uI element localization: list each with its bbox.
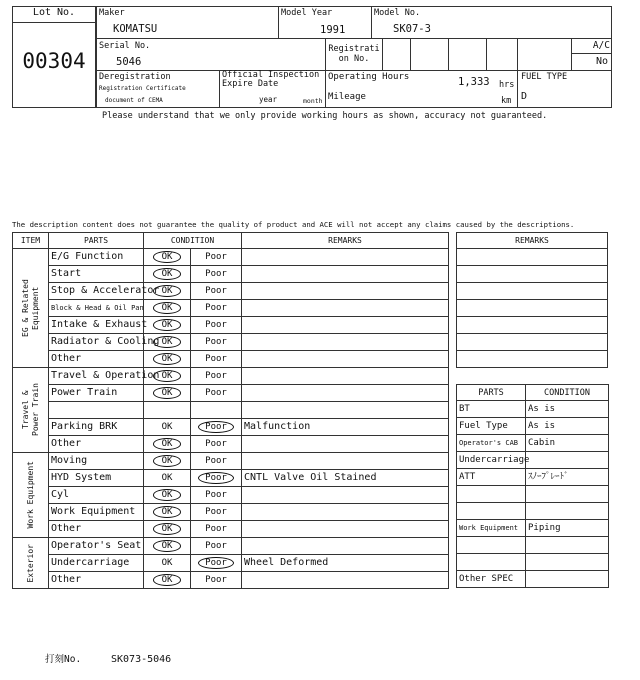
spec-part-cell: Fuel Type	[457, 418, 526, 435]
part-cell: Cyl	[49, 487, 144, 504]
poor-mark: Poor	[205, 354, 227, 364]
item-group-cell	[13, 249, 49, 368]
spec-blank-row	[457, 554, 609, 571]
right-remarks-cell	[457, 334, 608, 351]
part-cell: Operator's Seat	[49, 538, 144, 555]
ok-cell	[144, 266, 191, 283]
year-label: year	[259, 95, 278, 104]
month-label: month	[303, 97, 323, 105]
poor-cell	[191, 317, 242, 334]
inspection-row	[13, 266, 449, 283]
maker-label: Maker	[99, 8, 125, 18]
poor-mark: Poor	[205, 337, 227, 347]
poor-cell	[191, 538, 242, 555]
poor-cell	[191, 572, 242, 589]
poor-mark: Poor	[205, 524, 227, 534]
cema-label: document of CEMA	[105, 97, 163, 104]
ok-cell	[144, 402, 191, 419]
poor-mark: Poor	[205, 286, 227, 296]
item-header: ITEM	[13, 233, 49, 249]
remark-cell	[242, 402, 449, 419]
registration-label: Registrati on No.	[328, 44, 380, 64]
remark-cell	[242, 266, 449, 283]
poor-mark: Poor	[205, 252, 227, 262]
spec-row	[457, 401, 609, 418]
part-cell: Moving	[49, 453, 144, 470]
spec-part-cell: BT	[457, 401, 526, 418]
remark-cell	[242, 504, 449, 521]
part-cell: HYD System	[49, 470, 144, 487]
serial-label: Serial No.	[99, 41, 151, 51]
ok-cell	[144, 351, 191, 368]
item-group-cell	[13, 453, 49, 538]
inspection-row	[13, 572, 449, 589]
registration-certificate-label: Registration Certificate	[99, 85, 186, 92]
inspection-row	[13, 487, 449, 504]
spec-row	[457, 469, 609, 486]
spec-blank-cell	[457, 554, 526, 571]
inspection-row	[13, 334, 449, 351]
part-cell: Parking BRK	[49, 419, 144, 436]
spec-table-body	[457, 385, 609, 588]
stamp-no-label: 打刻No.	[45, 654, 82, 665]
poor-cell	[191, 368, 242, 385]
inspection-row	[13, 555, 449, 572]
poor-mark: Poor	[198, 421, 234, 433]
mileage-label: Mileage	[328, 92, 366, 102]
spec-header-row	[457, 385, 609, 401]
right-remarks-cell	[457, 283, 608, 300]
ok-cell	[144, 385, 191, 402]
model-year-label: Model Year	[281, 8, 333, 18]
ok-mark: OK	[153, 438, 182, 450]
lot-label: Lot No.	[32, 7, 76, 18]
poor-cell	[191, 470, 242, 487]
ok-mark: OK	[153, 540, 182, 552]
part-cell: Travel & Operation	[49, 368, 144, 385]
ok-mark: OK	[153, 336, 182, 348]
part-cell: Radiator & Cooling	[49, 334, 144, 351]
spec-condition-cell: ｽﾉｰﾌﾟﾚｰﾄﾞ	[526, 469, 609, 486]
part-cell: Undercarriage	[49, 555, 144, 572]
item-group-label: EG & Related Equipment	[20, 279, 40, 337]
right-remarks-row	[457, 249, 608, 266]
spec-condition-cell	[526, 452, 609, 469]
poor-cell	[191, 300, 242, 317]
deregistration-label: Deregistration	[99, 72, 171, 82]
part-cell: Other	[49, 521, 144, 538]
poor-cell	[191, 266, 242, 283]
inspection-row	[13, 504, 449, 521]
part-cell: Other	[49, 436, 144, 453]
part-cell: E/G Function	[49, 249, 144, 266]
poor-cell	[191, 334, 242, 351]
spec-parts-header: PARTS	[457, 385, 526, 401]
ok-mark: OK	[153, 489, 182, 501]
right-remarks-row	[457, 300, 608, 317]
poor-cell	[191, 283, 242, 300]
ok-mark: OK	[161, 558, 173, 568]
remark-cell	[242, 317, 449, 334]
spec-row	[457, 571, 609, 588]
poor-cell	[191, 436, 242, 453]
spec-blank-row	[457, 503, 609, 520]
inspection-row	[13, 368, 449, 385]
model-year-value: 1991	[320, 24, 346, 36]
poor-cell	[191, 419, 242, 436]
ok-mark: OK	[153, 506, 182, 518]
spec-condition-cell: Cabin	[526, 435, 609, 452]
inspection-row	[13, 300, 449, 317]
ok-mark: OK	[153, 353, 182, 365]
spec-row	[457, 452, 609, 469]
remark-cell	[242, 385, 449, 402]
right-remarks-row	[457, 334, 608, 351]
ok-cell	[144, 300, 191, 317]
model-no-value: SK07-3	[393, 23, 431, 35]
remark-cell	[242, 538, 449, 555]
spec-condition-header: CONDITION	[526, 385, 609, 401]
inspection-row	[13, 351, 449, 368]
poor-mark: Poor	[205, 439, 227, 449]
condition-header: CONDITION	[144, 233, 242, 249]
poor-cell	[191, 351, 242, 368]
remark-cell	[242, 283, 449, 300]
remark-cell	[242, 249, 449, 266]
remark-cell	[242, 572, 449, 589]
poor-cell	[191, 487, 242, 504]
ok-mark: OK	[153, 251, 182, 263]
item-group-label: Travel & Power Train	[20, 383, 40, 437]
poor-mark: Poor	[205, 541, 227, 551]
item-group-label: Exterior	[25, 543, 35, 583]
spec-blank-cell	[457, 486, 526, 503]
poor-cell	[191, 555, 242, 572]
remark-cell: Wheel Deformed	[242, 555, 449, 572]
right-remarks-cell	[457, 351, 608, 368]
spec-row	[457, 520, 609, 537]
ok-cell	[144, 470, 191, 487]
poor-cell	[191, 402, 242, 419]
ok-mark: OK	[161, 422, 173, 432]
spec-condition-cell: As is	[526, 418, 609, 435]
right-remarks-body	[457, 233, 608, 368]
serial-value: 5046	[116, 56, 142, 68]
remark-cell: CNTL Valve Oil Stained	[242, 470, 449, 487]
spec-blank-cell	[457, 503, 526, 520]
spec-condition-cell: Piping	[526, 520, 609, 537]
remark-cell	[242, 368, 449, 385]
poor-mark: Poor	[198, 472, 234, 484]
ok-mark: OK	[153, 302, 182, 314]
spec-table	[456, 384, 609, 588]
inspection-row	[13, 419, 449, 436]
ok-mark: OK	[153, 268, 182, 280]
ok-mark: OK	[153, 455, 182, 467]
poor-cell	[191, 504, 242, 521]
stamp-no-value: SK073-5046	[111, 654, 172, 665]
inspection-row	[13, 521, 449, 538]
spec-part-cell: ATT	[457, 469, 526, 486]
part-cell: Intake & Exhaust	[49, 317, 144, 334]
inspection-row	[13, 317, 449, 334]
item-group-label: Work Equipment	[25, 461, 35, 529]
spec-blank-cell	[526, 503, 609, 520]
part-cell: Power Train	[49, 385, 144, 402]
ok-mark: OK	[161, 473, 173, 483]
right-remarks-row	[457, 351, 608, 368]
parts-header: PARTS	[49, 233, 144, 249]
remark-cell	[242, 436, 449, 453]
poor-mark: Poor	[205, 371, 227, 381]
ok-mark: OK	[153, 387, 182, 399]
remark-cell: Malfunction	[242, 419, 449, 436]
poor-mark: Poor	[205, 303, 227, 313]
spec-blank-cell	[457, 537, 526, 554]
part-cell: Other	[49, 351, 144, 368]
inspection-table-body	[13, 233, 449, 589]
poor-mark: Poor	[198, 557, 234, 569]
poor-mark: Poor	[205, 490, 227, 500]
inspection-row	[13, 402, 449, 419]
right-remarks-row	[457, 317, 608, 334]
ok-cell	[144, 504, 191, 521]
spec-part-cell: Work Equipment	[457, 520, 526, 537]
lot-number: 00304	[22, 49, 86, 73]
spec-part-cell: Undercarriage	[457, 452, 526, 469]
item-group-cell	[13, 368, 49, 453]
inspection-row	[13, 470, 449, 487]
part-cell: Other	[49, 572, 144, 589]
spec-blank-cell	[526, 537, 609, 554]
ok-cell	[144, 317, 191, 334]
spec-blank-cell	[526, 486, 609, 503]
inspection-row	[13, 283, 449, 300]
right-remarks-header: REMARKS	[457, 233, 608, 249]
maker-value: KOMATSU	[113, 23, 158, 35]
part-cell: Work Equipment	[49, 504, 144, 521]
ok-cell	[144, 419, 191, 436]
poor-mark: Poor	[205, 269, 227, 279]
item-group-cell	[13, 538, 49, 589]
right-remarks-row	[457, 283, 608, 300]
ok-cell	[144, 453, 191, 470]
poor-cell	[191, 453, 242, 470]
spec-row	[457, 435, 609, 452]
ok-mark: OK	[153, 523, 182, 535]
poor-cell	[191, 521, 242, 538]
poor-mark: Poor	[205, 507, 227, 517]
poor-mark: Poor	[205, 388, 227, 398]
ok-cell	[144, 521, 191, 538]
spec-row	[457, 418, 609, 435]
poor-cell	[191, 385, 242, 402]
operating-hours-label: Operating Hours	[328, 72, 410, 82]
model-no-label: Model No.	[374, 8, 421, 18]
part-cell: Stop & Accelerator	[49, 283, 144, 300]
ok-cell	[144, 555, 191, 572]
remark-cell	[242, 334, 449, 351]
poor-mark: Poor	[205, 320, 227, 330]
remark-cell	[242, 453, 449, 470]
ok-mark: OK	[153, 574, 182, 586]
part-cell: Block & Head & Oil Pan	[49, 300, 144, 317]
ok-cell	[144, 538, 191, 555]
ok-cell	[144, 436, 191, 453]
ok-mark: OK	[153, 285, 182, 297]
ac-value: No	[595, 56, 608, 67]
inspection-row	[13, 538, 449, 555]
part-cell: Start	[49, 266, 144, 283]
hrs-unit: hrs	[499, 80, 515, 90]
spec-blank-row	[457, 537, 609, 554]
remark-cell	[242, 351, 449, 368]
inspection-header-row	[13, 233, 449, 249]
inspection-row	[13, 385, 449, 402]
inspection-expire-label: Official Inspection Expire Date	[222, 70, 320, 89]
inspection-row	[13, 436, 449, 453]
right-remarks-row	[457, 266, 608, 283]
spec-part-cell: Operator's CAB	[457, 435, 526, 452]
spec-condition-cell	[526, 571, 609, 588]
spec-part-cell: Other SPEC	[457, 571, 526, 588]
inspection-table	[12, 232, 449, 589]
inspection-row	[13, 249, 449, 266]
spec-blank-cell	[526, 554, 609, 571]
spec-blank-row	[457, 486, 609, 503]
part-cell	[49, 402, 144, 419]
ok-cell	[144, 249, 191, 266]
remarks-header: REMARKS	[242, 233, 449, 249]
km-unit: km	[501, 96, 512, 106]
right-remarks-cell	[457, 266, 608, 283]
fuel-type-label: FUEL TYPE	[521, 72, 568, 82]
operating-hours-value: 1,333	[458, 76, 490, 88]
spec-condition-cell: As is	[526, 401, 609, 418]
remark-cell	[242, 300, 449, 317]
fuel-type-value: D	[521, 91, 528, 102]
ok-cell	[144, 487, 191, 504]
right-remarks-table	[456, 232, 608, 368]
poor-mark: Poor	[205, 575, 227, 585]
ok-mark: OK	[153, 319, 182, 331]
poor-mark: Poor	[205, 456, 227, 466]
right-remarks-header-row	[457, 233, 608, 249]
poor-cell	[191, 249, 242, 266]
right-remarks-cell	[457, 249, 608, 266]
ok-cell	[144, 572, 191, 589]
right-remarks-cell	[457, 317, 608, 334]
inspection-row	[13, 453, 449, 470]
disclaimer: The description content does not guarantee the quality of product and ACE will not accept any claims caused by the descriptions.	[12, 220, 575, 229]
remark-cell	[242, 521, 449, 538]
working-hours-note: Please understand that we only provide working hours as shown, accuracy not guaranteed.	[102, 111, 548, 121]
ok-mark: OK	[153, 370, 182, 382]
ac-label: A/C	[592, 40, 610, 51]
remark-cell	[242, 487, 449, 504]
right-remarks-cell	[457, 300, 608, 317]
